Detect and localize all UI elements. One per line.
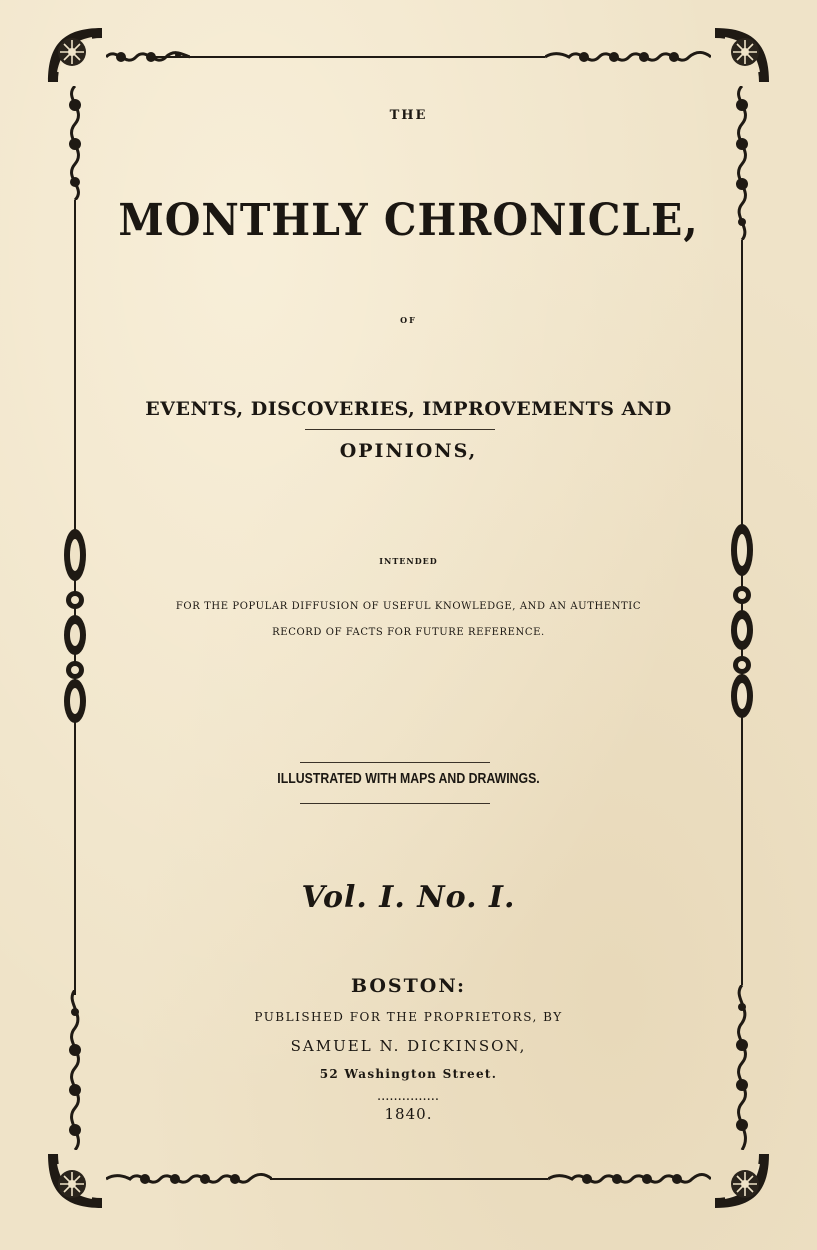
- title-of: OF: [400, 315, 417, 325]
- vine-ornament-bottom-right: [548, 1166, 711, 1192]
- side-ornament-right: [727, 520, 757, 720]
- vine-ornament-top-left: [106, 44, 190, 70]
- illustrated-note: ILLUSTRATED WITH MAPS AND DRAWINGS.: [277, 770, 540, 787]
- vine-ornament-bottom-left: [106, 1166, 272, 1192]
- divider-rule: [300, 762, 490, 763]
- frame-top-rule: [150, 56, 545, 58]
- publication-city: BOSTON:: [350, 975, 467, 997]
- subtitle-line-1: EVENTS, DISCOVERIES, IMPROVEMENTS AND: [145, 398, 672, 420]
- intended-label: INTENDED: [379, 556, 438, 566]
- corner-ornament-bottom-left: [44, 1150, 106, 1212]
- purpose-line-2: RECORD OF FACTS FOR FUTURE REFERENCE.: [272, 627, 545, 638]
- vine-ornament-left-upper: [60, 86, 90, 200]
- corner-ornament-top-left: [44, 24, 106, 86]
- divider-rule: [300, 803, 490, 804]
- published-for-line: PUBLISHED FOR THE PROPRIETORS, BY: [254, 1010, 563, 1024]
- title-article: THE: [389, 108, 428, 123]
- frame-bottom-rule: [270, 1178, 548, 1180]
- side-ornament-left: [60, 525, 90, 725]
- corner-ornament-bottom-right: [711, 1150, 773, 1212]
- publisher-name: SAMUEL N. DICKINSON,: [290, 1037, 527, 1055]
- publisher-address: 52 Washington Street.: [319, 1067, 498, 1081]
- subtitle-line-2: OPINIONS,: [339, 440, 478, 462]
- dotted-rule: ...............: [377, 1093, 440, 1103]
- page-title: MONTHLY CHRONICLE,: [118, 194, 699, 246]
- volume-number: Vol. I. No. I.: [301, 880, 516, 915]
- divider-rule: [305, 429, 495, 430]
- publication-year: 1840.: [384, 1105, 433, 1123]
- corner-ornament-top-right: [711, 24, 773, 86]
- vine-ornament-top-right: [545, 44, 711, 70]
- purpose-line-1: FOR THE POPULAR DIFFUSION OF USEFUL KNOWLEDGE, AND AN AUTHENTIC: [175, 601, 642, 612]
